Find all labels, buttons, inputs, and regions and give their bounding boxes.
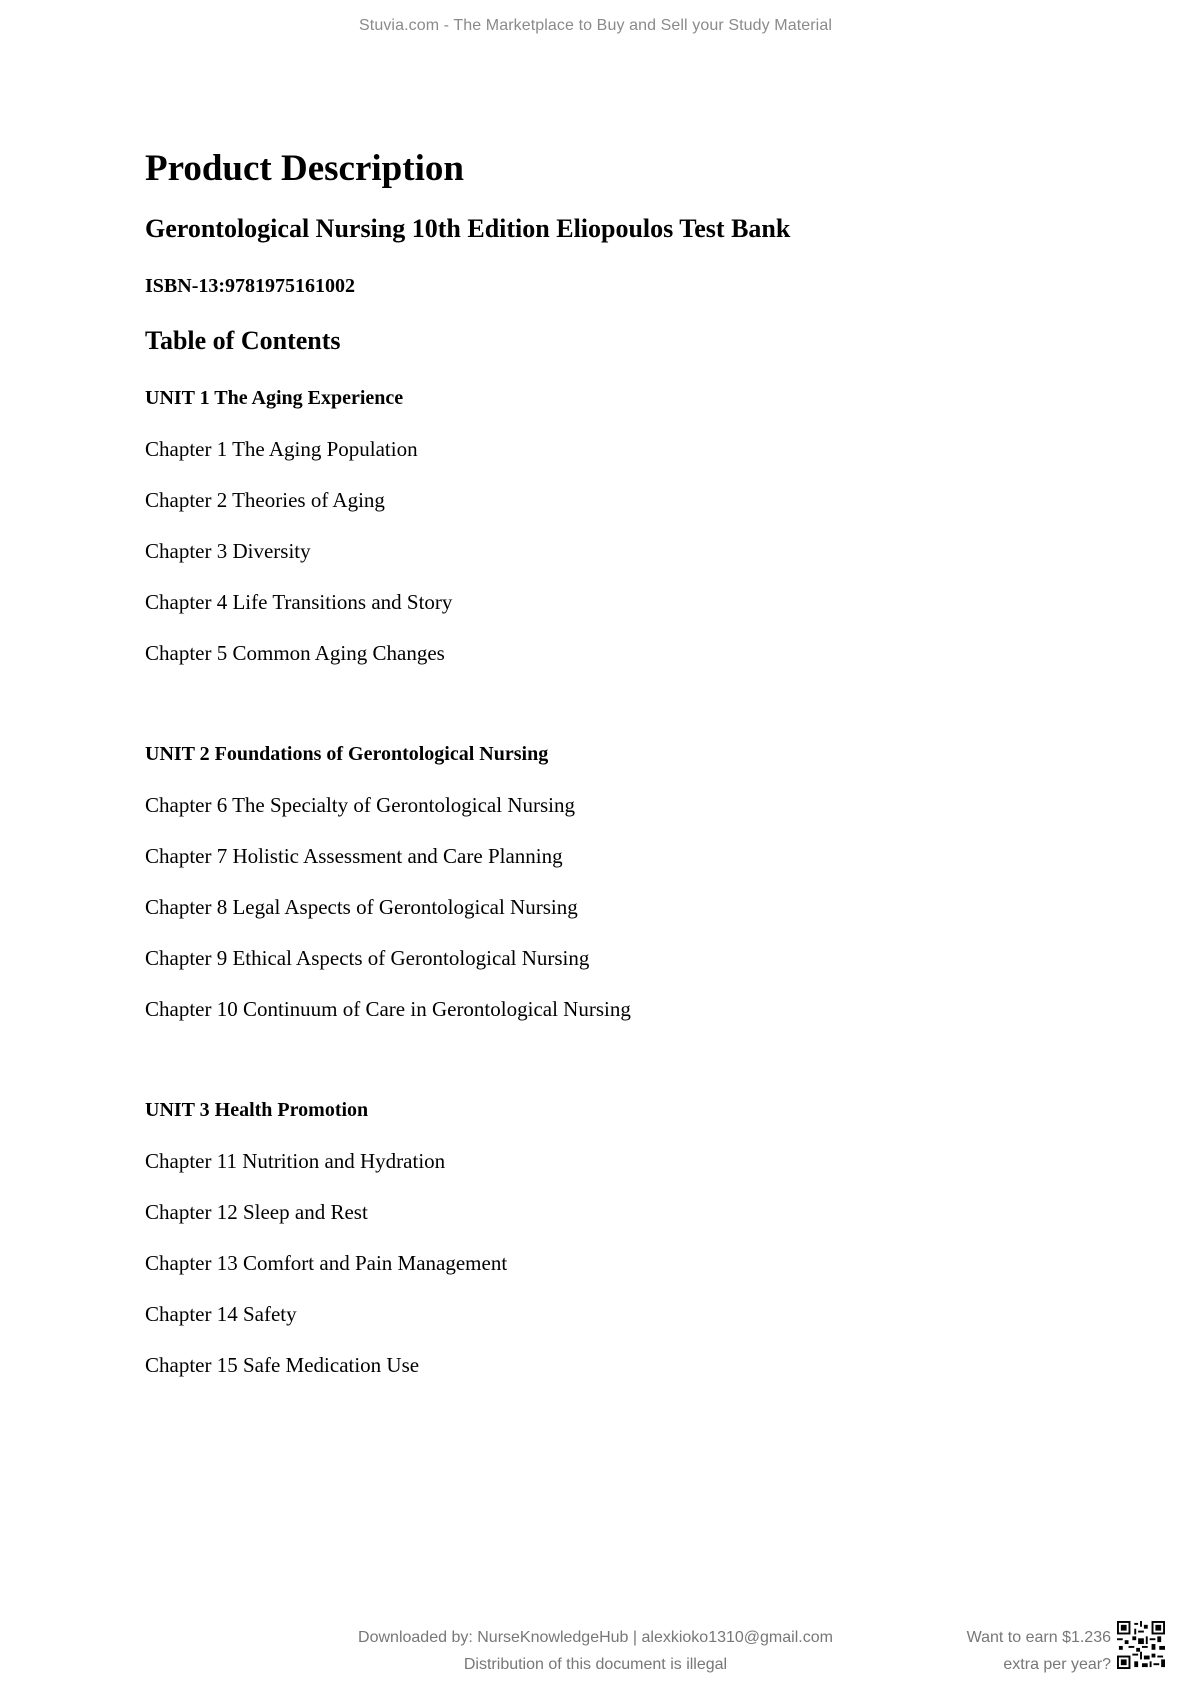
isbn-line: ISBN-13:9781975161002 [145, 275, 356, 297]
chapter-item: Chapter 9 Ethical Aspects of Gerontological Nursing [145, 946, 590, 970]
chapter-item: Chapter 10 Continuum of Care in Gerontological Nursing [145, 997, 631, 1021]
header-watermark: Stuvia.com - The Marketplace to Buy and Sell your Study Material [359, 17, 832, 34]
chapter-item: Chapter 3 Diversity [145, 539, 311, 563]
footer-downloaded-by: Downloaded by: NurseKnowledgeHub | alexkioko1310@gmail.com [358, 1629, 833, 1646]
footer-distribution-notice: Distribution of this document is illegal [463, 1656, 728, 1673]
chapter-item: Chapter 8 Legal Aspects of Gerontological Nursing [145, 895, 578, 919]
footer-promo-line2[interactable]: extra per year? [1003, 1656, 1111, 1673]
chapter-item: Chapter 15 Safe Medication Use [145, 1353, 420, 1377]
chapter-item: Chapter 14 Safety [145, 1302, 297, 1326]
footer-promo-line1[interactable]: Want to earn $1.236 [966, 1629, 1111, 1646]
page-heading: Product Description [145, 148, 464, 189]
chapter-item: Chapter 4 Life Transitions and Story [145, 590, 453, 614]
unit-title: UNIT 2 Foundations of Gerontological Nursing [145, 743, 549, 765]
chapter-item: Chapter 13 Comfort and Pain Management [145, 1251, 508, 1275]
unit-title: UNIT 1 The Aging Experience [145, 387, 404, 409]
qr-code-icon[interactable] [1117, 1621, 1165, 1669]
chapter-item: Chapter 2 Theories of Aging [145, 488, 385, 512]
chapter-item: Chapter 7 Holistic Assessment and Care Planning [145, 844, 563, 868]
toc-title: Table of Contents [145, 326, 341, 355]
document-title: Gerontological Nursing 10th Edition Eliopoulos Test Bank [145, 214, 791, 243]
document-body [145, 140, 1045, 1377]
chapter-item: Chapter 1 The Aging Population [145, 437, 418, 461]
chapter-item: Chapter 5 Common Aging Changes [145, 641, 445, 665]
chapter-item: Chapter 11 Nutrition and Hydration [145, 1149, 446, 1173]
chapter-item: Chapter 12 Sleep and Rest [145, 1200, 368, 1224]
chapter-item: Chapter 6 The Specialty of Gerontological Nursing [145, 793, 576, 817]
unit-title: UNIT 3 Health Promotion [145, 1099, 369, 1121]
